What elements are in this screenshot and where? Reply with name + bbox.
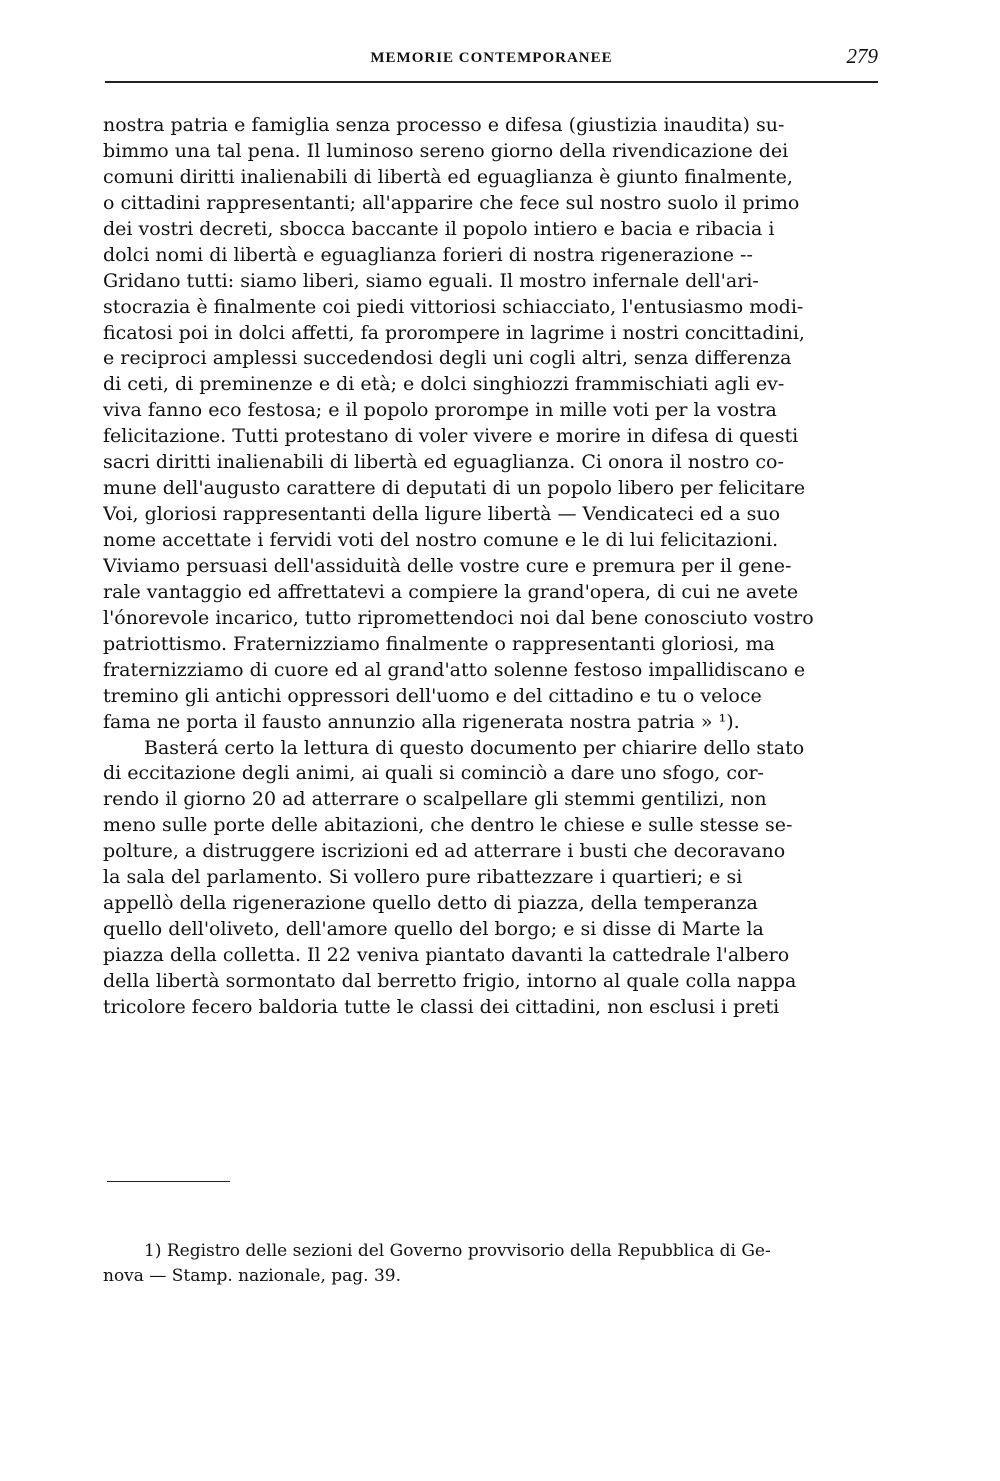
text-line: quello dell'oliveto, dell'amore quello del borgo; e si disse di Marte la <box>103 918 764 941</box>
footnote-line: 1) Registro delle sezioni del Governo provvisorio della Repubblica di Ge- <box>144 1241 771 1261</box>
text-line: nome accettate i fervidi voti del nostro comune e le di lui felicitazioni. <box>103 529 779 551</box>
header-rule <box>105 81 878 83</box>
text-line: dolci nomi di libertà e eguaglianza forieri di nostra rigenerazione -- <box>103 243 753 266</box>
text-line: Viviamo persuasi dell'assiduità delle vostre cure e premura per il gene- <box>103 554 792 577</box>
text-line: della libertà sormontato dal berretto frigio, intorno al quale colla nappa <box>103 969 797 992</box>
page-number: 279 <box>846 44 878 68</box>
text-line: rale vantaggio ed affrettatevi a compiere la grand'opera, di cui ne avete <box>103 580 799 603</box>
footnote-line: nova — Stamp. nazionale, pag. 39. <box>103 1266 401 1286</box>
text-line: o cittadini rappresentanti; all'apparire che fece sul nostro suolo il primo <box>103 191 800 214</box>
text-line: bimmo una tal pena. Il luminoso sereno giorno della rivendicazione dei <box>103 139 789 162</box>
text-line: viva fanno eco festosa; e il popolo prorompe in mille voti per la vostra <box>103 399 777 422</box>
text-line: tremino gli antichi oppressori dell'uomo e del cittadino e tu o veloce <box>103 684 762 707</box>
text-line: patriottismo. Fraternizziamo finalmente o rappresentanti gloriosi, ma <box>103 632 775 655</box>
body-text <box>103 113 878 1021</box>
running-title: MEMORIE CONTEMPORANEE <box>370 50 613 66</box>
text-line: meno sulle porte delle abitazioni, che dentro le chiese e sulle stesse se- <box>103 814 793 837</box>
text-line: stocrazia è finalmente coi piedi vittoriosi schiacciato, l'entusiasmo modi- <box>103 295 804 318</box>
text-line: sacri diritti inalienabili di libertà ed eguaglianza. Ci onora il nostro co- <box>103 451 784 474</box>
text-line: mune dell'augusto carattere di deputati di un popolo libero per felicitare <box>103 477 806 500</box>
footnote-rule <box>107 1181 230 1182</box>
text-line: rendo il giorno 20 ad atterrare o scalpellare gli stemmi gentilizi, non <box>103 788 767 811</box>
text-line: tricolore fecero baldoria tutte le classi dei cittadini, non esclusi i preti <box>103 995 780 1018</box>
text-line: l'ónorevole incarico, tutto ripromettendoci noi dal bene conosciuto vostro <box>103 606 814 629</box>
text-line: e reciproci amplessi succedendosi degli uni cogli altri, senza differenza <box>103 347 792 370</box>
text-line: nostra patria e famiglia senza processo e difesa (giustizia inaudita) su- <box>103 114 785 136</box>
text-line: fraternizziamo di cuore ed al grand'atto solenne festoso impallidiscano e <box>103 658 806 681</box>
text-line: dei vostri decreti, sbocca baccante il popolo intiero e bacia e ribacia i <box>103 217 775 240</box>
text-line: di ceti, di preminenze e di età; e dolci singhiozzi frammischiati agli ev- <box>103 373 785 396</box>
text-line: Gridano tutti: siamo liberi, siamo eguali. Il mostro infernale dell'ari- <box>103 269 759 292</box>
text-line: ficatosi poi in dolci affetti, fa prorompere in lagrime i nostri concittadini, <box>103 321 805 344</box>
text-line: polture, a distruggere iscrizioni ed ad atterrare i busti che decoravano <box>103 840 786 863</box>
running-head <box>105 44 878 78</box>
text-line: Basterá certo la lettura di questo documento per chiarire dello stato <box>144 736 805 759</box>
text-line: Voi, gloriosi rappresentanti della ligure libertà — Vendicateci ed a suo <box>103 503 781 526</box>
text-line: di eccitazione degli animi, ai quali si cominciò a dare uno sfogo, cor- <box>103 762 764 785</box>
footnote <box>103 1239 883 1289</box>
text-line: comuni diritti inalienabili di libertà ed eguaglianza è giunto finalmente, <box>103 165 793 188</box>
text-line: appellò della rigenerazione quello detto di piazza, della temperanza <box>103 892 758 915</box>
text-line: piazza della colletta. Il 22 veniva piantato davanti la cattedrale l'albero <box>103 944 790 966</box>
text-line: la sala del parlamento. Si vollero pure ribattezzare i quartieri; e si <box>103 866 743 889</box>
text-line: felicitazione. Tutti protestano di voler vivere e morire in difesa di questi <box>103 425 799 448</box>
text-line: fama ne porta il fausto annunzio alla rigenerata nostra patria » ¹). <box>103 710 740 733</box>
